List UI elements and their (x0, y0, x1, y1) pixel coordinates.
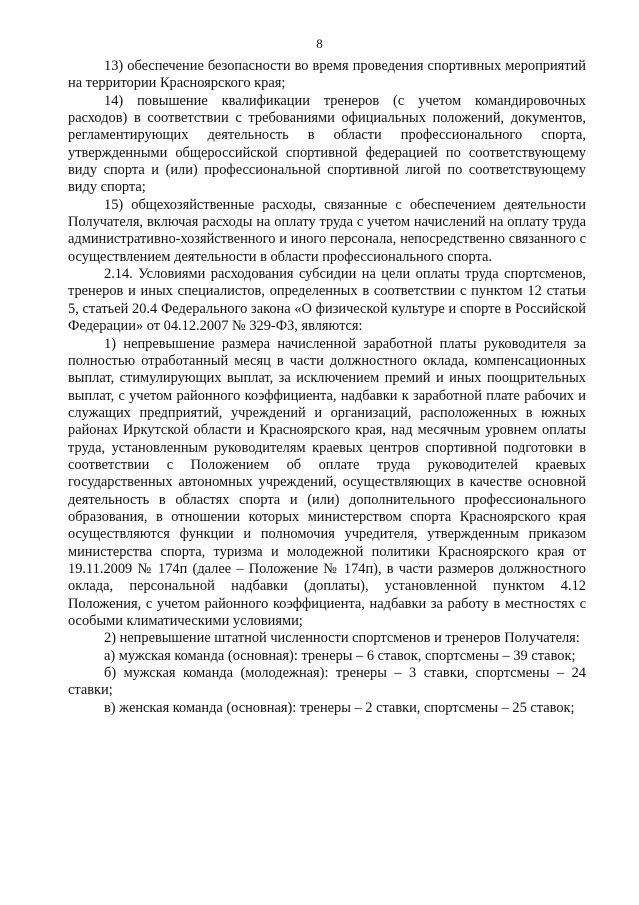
document-body (68, 58, 586, 717)
paragraph-item-13: 13) обеспечение безопасности во время проведения спортивных мероприятий на территории Красноярского края; (68, 58, 586, 92)
paragraph-item-14: 14) повышение квалификации тренеров (с учетом командировочных расходов) в соответствии с требованиями официальных положений, документов, регламентирующих деятельность в области профессионального спорта, утвержденными общероссийской спортивной федерацией по соответствующему виду спорта и (или) профессиональной спортивной лигой по соответствующему виду спорта; (68, 92, 586, 196)
page-number: 8 (316, 36, 323, 51)
paragraph-team-men-youth: б) мужская команда (молодежная): тренеры – 3 ставки, спортсмены – 24 ставки; (68, 665, 586, 699)
paragraph-team-women-main: в) женская команда (основная): тренеры – 2 ставки, спортсмены – 25 ставок; (104, 699, 575, 716)
paragraph-team-men-main: а) мужская команда (основная): тренеры – 6 ставок, спортсмены – 39 ставок; (104, 647, 576, 664)
paragraph-condition-1: 1) непревышение размера начисленной заработной платы руководителя за полностью отработанный месяц в части должностного оклада, компенсационных выплат, стимулирующих выплат, за исключением премий и иных поощрительных выплат, с учетом районного коэффициента, надбавки к заработной плате рабочих и служащих предприятий, учреждений и организаций, расположенных в южных районах Иркутской области и Красноярского края, над месячным уровнем оплаты труда, установленным руководителям краевых центров спортивной подготовки в соответствии с Положением об оплате труда руководителей краевых государственных автономных учреждений, осуществляющих в качестве основной деятельность в областях спорта и (или) дополнительного профессионального образования, в отношении которых министерством спорта Красноярского края осуществляются функции и полномочия учредителя, утвержденным приказом министерства спорта, туризма и молодежной политики Красноярского края от 19.11.2009 № 174п (далее – Положение № 174п), в части размеров должностного оклада, персональной надбавки (доплаты), установленной пунктом 4.12 Положения, с учетом районного коэффициента, надбавки за работу в местностях с особыми климатическими условиями; (68, 335, 586, 629)
paragraph-item-15: 15) общехозяйственные расходы, связанные с обеспечением деятельности Получателя, включая расходы на оплату труда с учетом начислений на оплату труда административно-хозяйственного и иного персонала, непосредственно связанного с осуществлением деятельности в области профессионального спорта. (68, 196, 586, 265)
paragraph-condition-2: 2) непревышение штатной численности спортсменов и тренеров Получателя: (104, 630, 580, 647)
paragraph-clause-2-14: 2.14. Условиями расходования субсидии на цели оплаты труда спортсменов, тренеров и иных специалистов, определенных в соответствии с пунктом 12 статьи 5, статьей 20.4 Федерального закона «О физической культуре и спорте в Российской Федерации» от 04.12.2007 № 329-ФЗ, являются: (68, 266, 586, 335)
